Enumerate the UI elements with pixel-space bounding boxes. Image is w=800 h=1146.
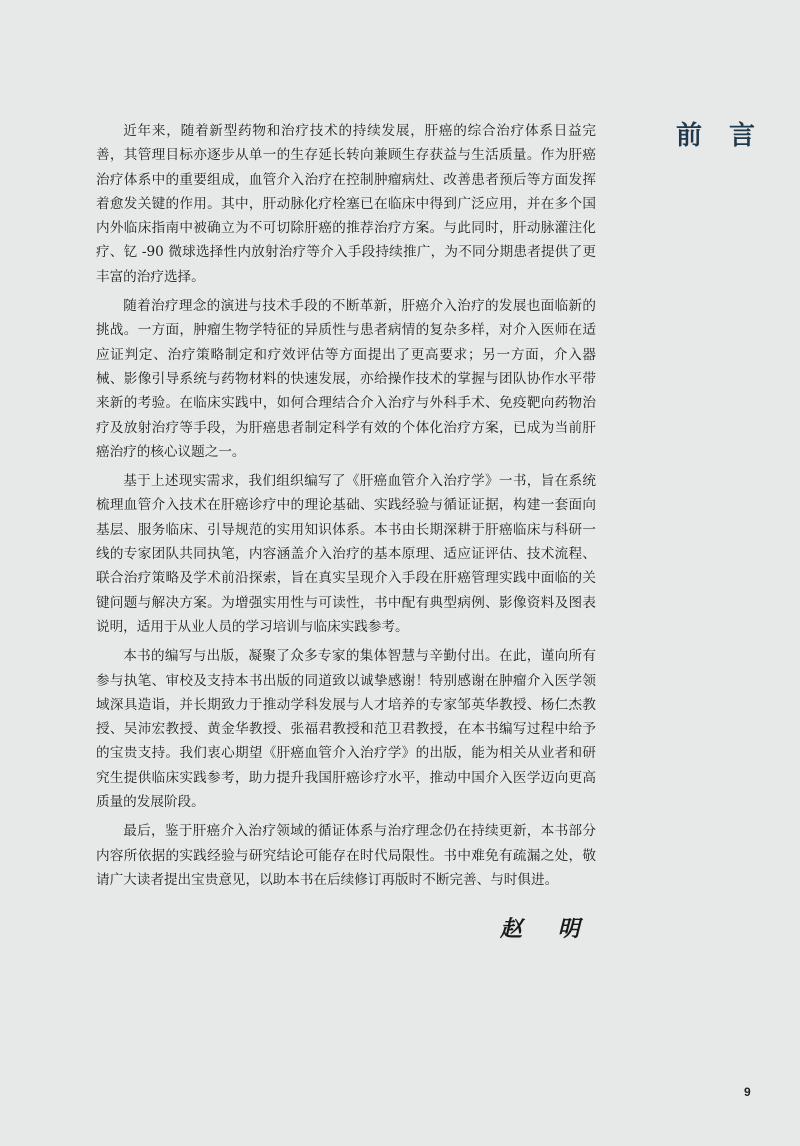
author-signature: 赵 明 xyxy=(500,916,594,942)
page-number: 9 xyxy=(744,1085,751,1099)
paragraph-4: 本书的编写与出版，凝聚了众多专家的集体智慧与辛勤付出。在此，谨向所有参与执笔、审校及支持本书出版的同道致以诚挚感谢！特别感谢在肿瘤介入医学领域深具造诣，并长期致力于推动学科发展与人才培养的专家邹英华教授、杨仁杰教授、吴沛宏教授、黄金华教授、张福君教授和范卫君教授，在本书编写过程中给予的宝贵支持。我们衷心期望《肝癌血管介入治疗学》的出版，能为相关从业者和研究生提供临床实践参考，助力提升我国肝癌诊疗水平，推动中国介入医学迈向更高质量的发展阶段。 xyxy=(96,648,596,811)
preface-heading: 前 言 xyxy=(676,121,765,151)
paragraph-3: 基于上述现实需求，我们组织编写了《肝癌血管介入治疗学》一书，旨在系统梳理血管介入技术在肝癌诊疗中的理论基础、实践经验与循证证据，构建一套面向基层、服务临床、引导规范的实用知识体系。本书由长期深耕于肝癌临床与科研一线的专家团队共同执笔，内容涵盖介入治疗的基本原理、适应证评估、技术流程、联合治疗策略及学术前沿探索，旨在真实呈现介入手段在肝癌管理实践中面临的关键问题与解决方案。为增强实用性与可读性，书中配有典型病例、影像资料及图表说明，适用于从业人员的学习培训与临床实践参考。 xyxy=(96,473,596,635)
paragraph-2: 随着治疗理念的演进与技术手段的不断革新，肝癌介入治疗的发展也面临新的挑战。一方面，肿瘤生物学特征的异质性与患者病情的复杂多样，对介入医师在适应证判定、治疗策略制定和疗效评估等方面提出了更高要求；另一方面，介入器械、影像引导系统与药物材料的快速发展，亦给操作技术的掌握与团队协作水平带来新的考验。在临床实践中，如何合理结合介入治疗与外科手术、免疫靶向药物治疗及放射治疗等手段，为肝癌患者制定科学有效的个体化治疗方案，已成为当前肝癌治疗的核心议题之一。 xyxy=(96,298,596,460)
paragraph-1: 近年来，随着新型药物和治疗技术的持续发展，肝癌的综合治疗体系日益完善，其管理目标亦逐步从单一的生存延长转向兼顾生存获益与生活质量。作为肝癌治疗体系中的重要组成，血管介入治疗在控制肿瘤病灶、改善患者预后等方面发挥着愈发关键的作用。其中，肝动脉化疗栓塞已在临床中得到广泛应用，并在多个国内外临床指南中被确立为不可切除肝癌的推荐治疗方案。与此同时，肝动脉灌注化疗、钇 -90 微球选择性内放射治疗等介入手段持续推广，为不同分期患者提供了更丰富的治疗选择。 xyxy=(96,123,596,285)
paragraph-5: 最后，鉴于肝癌介入治疗领域的循证体系与治疗理念仍在持续更新，本书部分内容所依据的实践经验与研究结论可能存在时代局限性。书中难免有疏漏之处，敬请广大读者提出宝贵意见，以助本书在后续修订再版时不断完善、与时俱进。 xyxy=(96,823,596,888)
preface-body xyxy=(96,119,596,897)
